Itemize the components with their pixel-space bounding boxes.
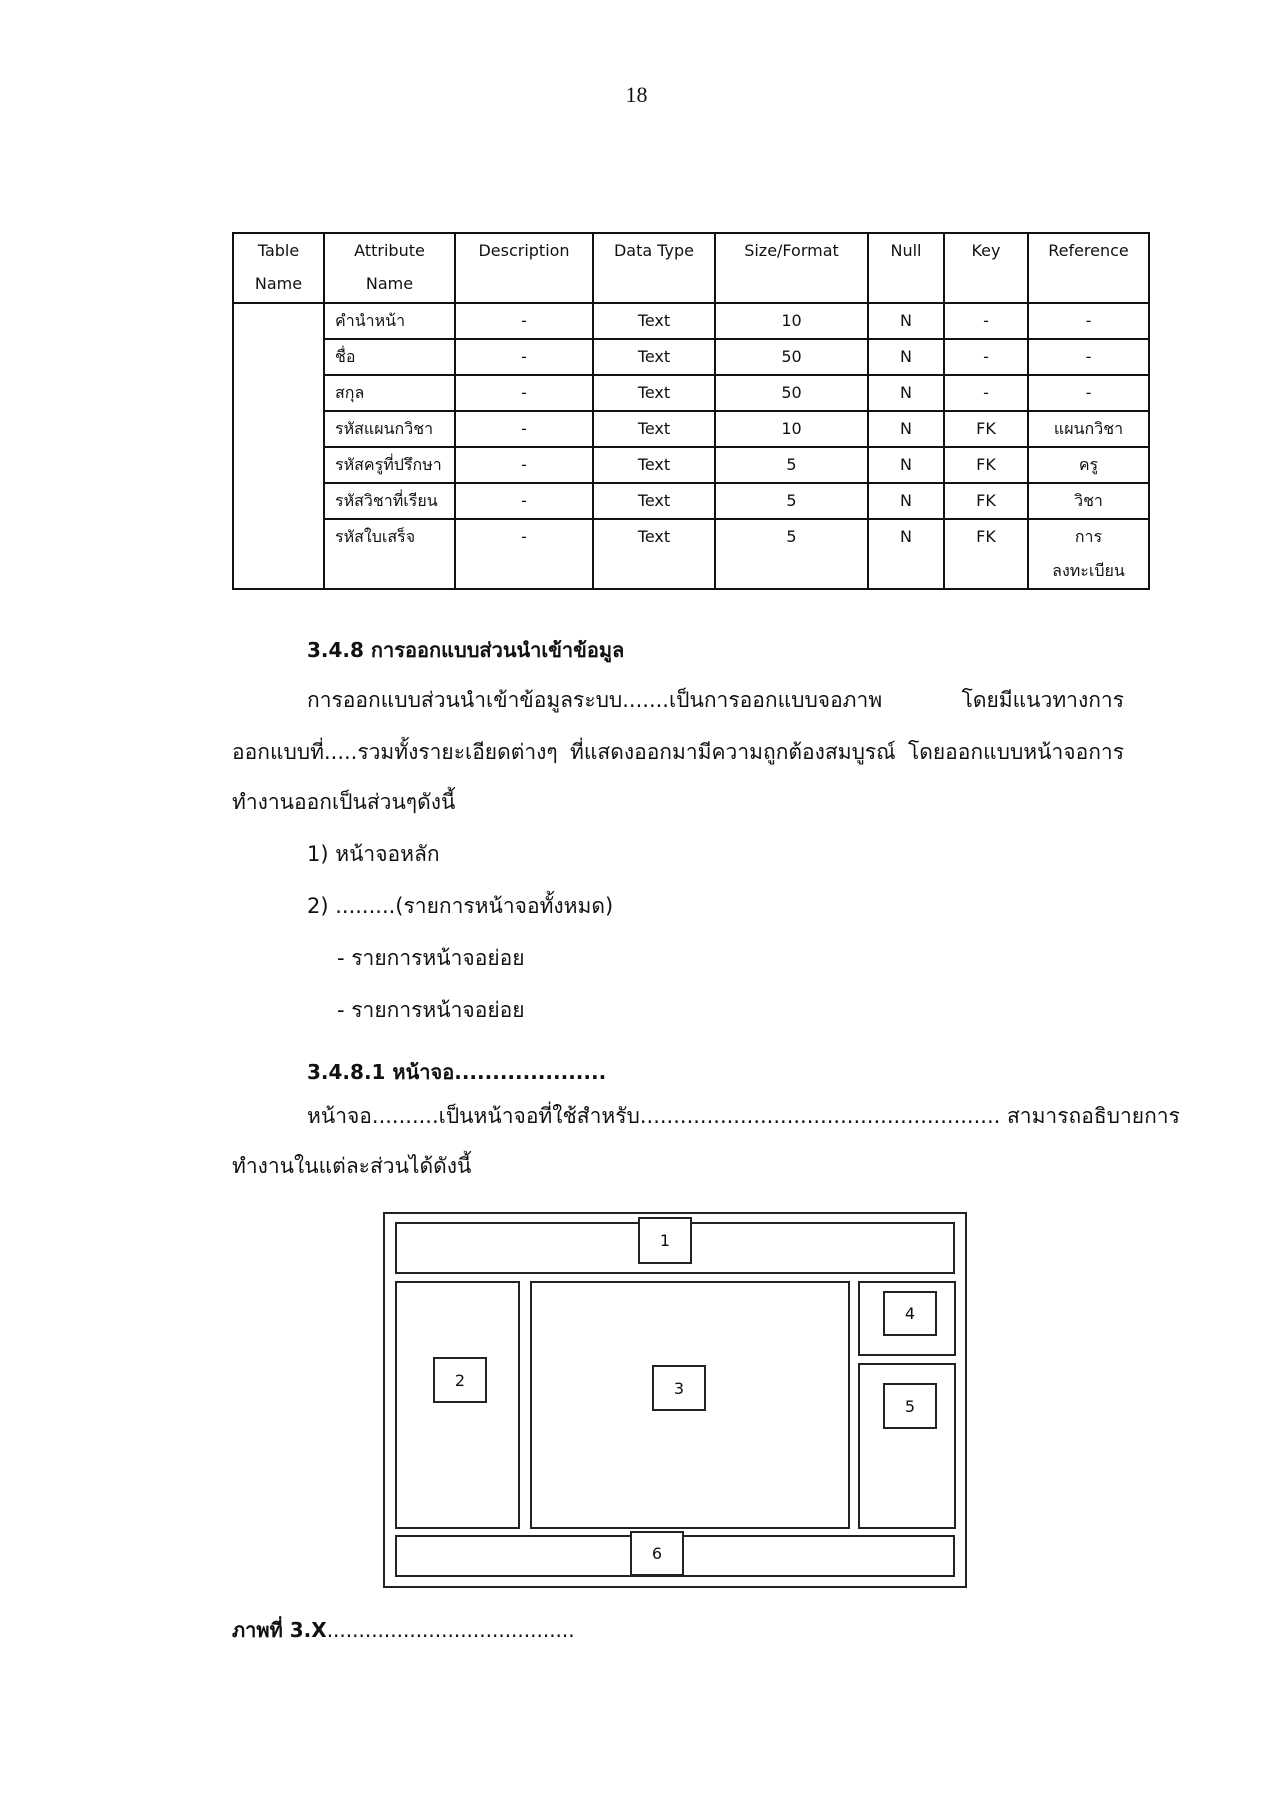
cell-size: 5: [715, 519, 868, 589]
cell-description: -: [455, 447, 593, 483]
cell-attribute: รหัสวิชาที่เรียน: [324, 483, 455, 519]
cell-key: -: [944, 303, 1028, 339]
cell-key: FK: [944, 447, 1028, 483]
table-row: [233, 519, 1149, 589]
label-3: 3: [673, 1379, 685, 1398]
paragraph-line: ออกแบบที่.....รวมทั้งรายะเอียดต่างๆ ที่แสดงออกมามีความถูกต้องสมบูรณ์ โดยออกแบบหน้าจอการ: [232, 740, 1124, 764]
cell-attribute: คำนำหน้า: [324, 303, 455, 339]
cell-description: -: [455, 339, 593, 375]
cell-data-type: Text: [593, 339, 715, 375]
label-6: 6: [651, 1544, 663, 1563]
cell-data-type: Text: [593, 447, 715, 483]
table-row: [233, 447, 1149, 483]
section-heading: 3.4.8 การออกแบบส่วนนำเข้าข้อมูล: [307, 638, 625, 662]
screen-layout-diagram: [383, 1212, 967, 1588]
cell-size: 10: [715, 411, 868, 447]
list-item: 2) .........(รายการหน้าจอทั้งหมด): [307, 894, 614, 918]
cell-null: N: [868, 519, 944, 589]
header-description: Description: [455, 233, 593, 303]
cell-reference: ครู: [1028, 447, 1149, 483]
label-5: 5: [904, 1397, 916, 1416]
list-item: 1) หน้าจอหลัก: [307, 842, 440, 866]
cell-size: 10: [715, 303, 868, 339]
subsection-heading: 3.4.8.1 หน้าจอ....................: [307, 1060, 607, 1084]
cell-data-type: Text: [593, 519, 715, 589]
attribute-table: [232, 232, 1150, 590]
cell-key: -: [944, 339, 1028, 375]
paragraph-line: ทำงานออกเป็นส่วนๆดังนี้: [232, 790, 456, 814]
cell-description: -: [455, 375, 593, 411]
cell-reference: -: [1028, 339, 1149, 375]
cell-null: N: [868, 447, 944, 483]
cell-null: N: [868, 303, 944, 339]
cell-size: 5: [715, 447, 868, 483]
table-row: [233, 483, 1149, 519]
figure-caption: [232, 1614, 575, 1646]
cell-null: N: [868, 411, 944, 447]
header-reference: Reference: [1028, 233, 1149, 303]
label-2: 2: [454, 1371, 466, 1390]
cell-key: FK: [944, 411, 1028, 447]
cell-key: FK: [944, 483, 1028, 519]
sub-list-item: - รายการหน้าจอย่อย: [337, 998, 525, 1022]
cell-key: -: [944, 375, 1028, 411]
layout-wireframe: [383, 1212, 967, 1588]
header-key: Key: [944, 233, 1028, 303]
page-number: 18: [625, 82, 648, 107]
figure-caption-label: ภาพที่ 3.X: [232, 1618, 327, 1642]
table-header-row: [233, 233, 1149, 303]
cell-null: N: [868, 339, 944, 375]
table-name-cell: [233, 303, 324, 589]
cell-reference: วิชา: [1028, 483, 1149, 519]
figure-caption-text: .......................................: [326, 1618, 575, 1642]
cell-reference: การ ลงทะเบียน: [1028, 519, 1149, 589]
table-row: [233, 303, 1149, 339]
cell-data-type: Text: [593, 483, 715, 519]
cell-reference: แผนกวิชา: [1028, 411, 1149, 447]
cell-data-type: Text: [593, 375, 715, 411]
cell-size: 50: [715, 339, 868, 375]
label-1: 1: [659, 1231, 671, 1250]
header-data-type: Data Type: [593, 233, 715, 303]
cell-null: N: [868, 375, 944, 411]
table-row: [233, 411, 1149, 447]
cell-key: FK: [944, 519, 1028, 589]
sub-list-item: - รายการหน้าจอย่อย: [337, 946, 525, 970]
cell-size: 5: [715, 483, 868, 519]
cell-data-type: Text: [593, 303, 715, 339]
paragraph-line: การออกแบบส่วนนำเข้าข้อมูลระบบ.......เป็นการออกแบบจอภาพ โดยมีแนวทางการ: [307, 688, 1124, 712]
cell-attribute: สกุล: [324, 375, 455, 411]
cell-null: N: [868, 483, 944, 519]
cell-description: -: [455, 411, 593, 447]
header-table-name: Table Name: [233, 233, 324, 303]
header-attribute-name: Attribute Name: [324, 233, 455, 303]
cell-data-type: Text: [593, 411, 715, 447]
cell-reference: -: [1028, 303, 1149, 339]
cell-attribute: รหัสแผนกวิชา: [324, 411, 455, 447]
region-2-left-panel: [396, 1282, 519, 1528]
cell-attribute: รหัสครูที่ปรึกษา: [324, 447, 455, 483]
label-4: 4: [904, 1304, 916, 1323]
cell-description: -: [455, 483, 593, 519]
cell-reference: -: [1028, 375, 1149, 411]
cell-description: -: [455, 303, 593, 339]
cell-attribute: รหัสใบเสร็จ: [324, 519, 455, 589]
header-null: Null: [868, 233, 944, 303]
header-size-format: Size/Format: [715, 233, 868, 303]
paragraph-line: หน้าจอ..........เป็นหน้าจอที่ใช้สำหรับ...................................................... สามารถอธิบายการ: [307, 1104, 1180, 1128]
cell-size: 50: [715, 375, 868, 411]
table-row: [233, 339, 1149, 375]
cell-description: -: [455, 519, 593, 589]
paragraph-line: ทำงานในแต่ละส่วนได้ดังนี้: [232, 1154, 472, 1178]
cell-attribute: ชื่อ: [324, 339, 455, 375]
table-row: [233, 375, 1149, 411]
